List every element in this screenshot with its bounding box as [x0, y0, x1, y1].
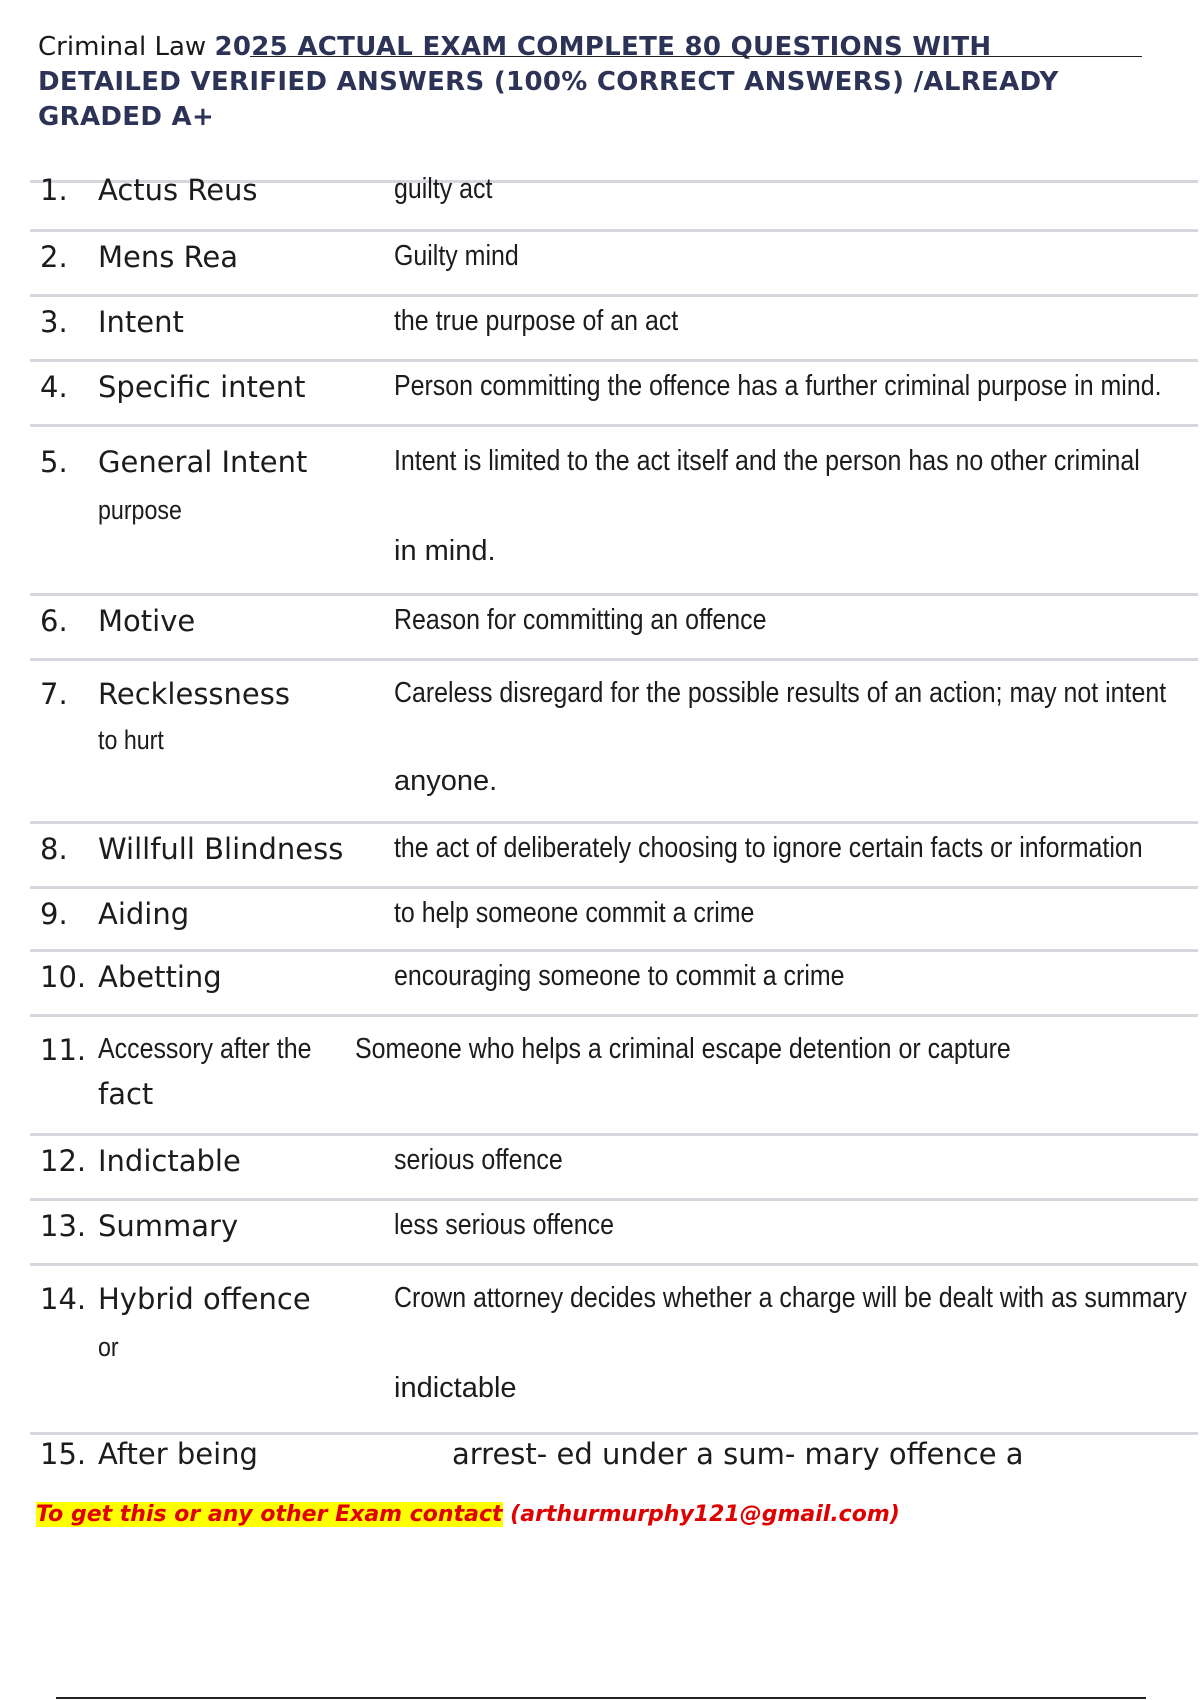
row-number: 14. — [40, 1282, 87, 1316]
row-term: Aiding — [98, 897, 190, 931]
row-definition: less serious offence — [394, 1209, 614, 1241]
row-number: 6. — [40, 604, 68, 638]
row-definition: the true purpose of an act — [394, 305, 679, 337]
row-term: Intent — [98, 305, 184, 339]
row-number: 5. — [40, 445, 68, 479]
row-term: Recklessness — [98, 677, 290, 711]
row-definition: Intent is limited to the act itself and the person has no other criminal — [394, 445, 1140, 477]
table-row — [30, 1435, 1198, 1485]
row-term: Mens Rea — [98, 240, 239, 274]
table-row — [30, 661, 1198, 821]
row-definition: Careless disregard for the possible results of an action; may not intent — [394, 677, 1167, 709]
row-definition: guilty act — [394, 173, 493, 205]
table-row — [30, 889, 1198, 949]
row-number: 2. — [40, 240, 68, 274]
row-term-continuation: purpose — [98, 495, 182, 525]
title-heading: 2025 ACTUAL EXAM COMPLETE 80 QUESTIONS WITH DETAILED VERIFIED ANSWERS (100% CORRECT ANSWERS) /ALREADY GRADED A+ — [38, 32, 1059, 132]
row-number: 7. — [40, 677, 68, 711]
title-subject: Criminal Law — [38, 32, 215, 62]
row-term: Hybrid offence — [98, 1282, 311, 1316]
row-term: Indictable — [98, 1144, 241, 1178]
row-number: 15. — [40, 1437, 87, 1471]
table-row — [30, 1201, 1198, 1263]
row-definition: Guilty mind — [394, 240, 519, 272]
row-term: Willfull Blindness — [98, 832, 344, 866]
row-definition: the act of deliberately choosing to ignore certain facts or information — [394, 832, 1143, 864]
table-row — [30, 297, 1198, 359]
table-row — [30, 952, 1198, 1014]
contact-email[interactable]: (arthurmurphy121@gmail.com) — [502, 1502, 900, 1527]
table-row — [30, 232, 1198, 294]
row-term: Abetting — [98, 960, 222, 994]
qa-table — [30, 173, 1198, 1485]
contact-notice-highlight: To get this or any other Exam contact — [36, 1502, 503, 1527]
row-term: Specific intent — [98, 370, 306, 404]
row-definition-continuation: anyone. — [394, 765, 498, 797]
row-number: 1. — [40, 173, 68, 207]
row-definition: Crown attorney decides whether a charge will be dealt with as summary — [394, 1282, 1187, 1314]
row-term: Motive — [98, 604, 196, 638]
title-underline — [250, 56, 1142, 57]
row-term-continuation: or — [98, 1332, 119, 1362]
contact-notice — [36, 1502, 900, 1527]
row-number: 3. — [40, 305, 68, 339]
document-title — [38, 30, 1138, 135]
row-term: General Intent — [98, 445, 308, 479]
row-definition: arrest- ed under a sum- mary offence a — [452, 1437, 1024, 1471]
row-definition: serious offence — [394, 1144, 563, 1176]
row-definition: to help someone commit a crime — [394, 897, 755, 929]
table-row — [30, 824, 1198, 886]
row-term: After being — [98, 1437, 258, 1471]
row-term-continuation: to hurt — [98, 725, 164, 755]
table-row — [30, 427, 1198, 593]
row-definition-continuation: in mind. — [394, 535, 496, 567]
row-definition: Reason for committing an offence — [394, 604, 767, 636]
row-definition-continuation: indictable — [394, 1372, 517, 1404]
row-term: Accessory after the — [98, 1033, 312, 1065]
table-row — [30, 362, 1198, 424]
row-number: 9. — [40, 897, 68, 931]
table-row — [30, 1136, 1198, 1198]
row-term: Summary — [98, 1209, 239, 1243]
table-row — [30, 1017, 1198, 1133]
row-number: 11. — [40, 1033, 87, 1067]
row-number: 12. — [40, 1144, 87, 1178]
row-definition: Person committing the offence has a further criminal purpose in mind. — [394, 370, 1162, 402]
row-definition: Someone who helps a criminal escape detention or capture — [355, 1033, 1011, 1065]
row-definition: encouraging someone to commit a crime — [394, 960, 845, 992]
page-bottom-rule — [56, 1697, 1146, 1699]
table-row — [30, 173, 1198, 229]
row-number: 10. — [40, 960, 87, 994]
row-term-continuation: fact — [98, 1077, 154, 1111]
row-number: 4. — [40, 370, 68, 404]
row-number: 13. — [40, 1209, 87, 1243]
row-term: Actus Reus — [98, 173, 258, 207]
table-row — [30, 1266, 1198, 1432]
row-number: 8. — [40, 832, 68, 866]
table-row — [30, 596, 1198, 658]
